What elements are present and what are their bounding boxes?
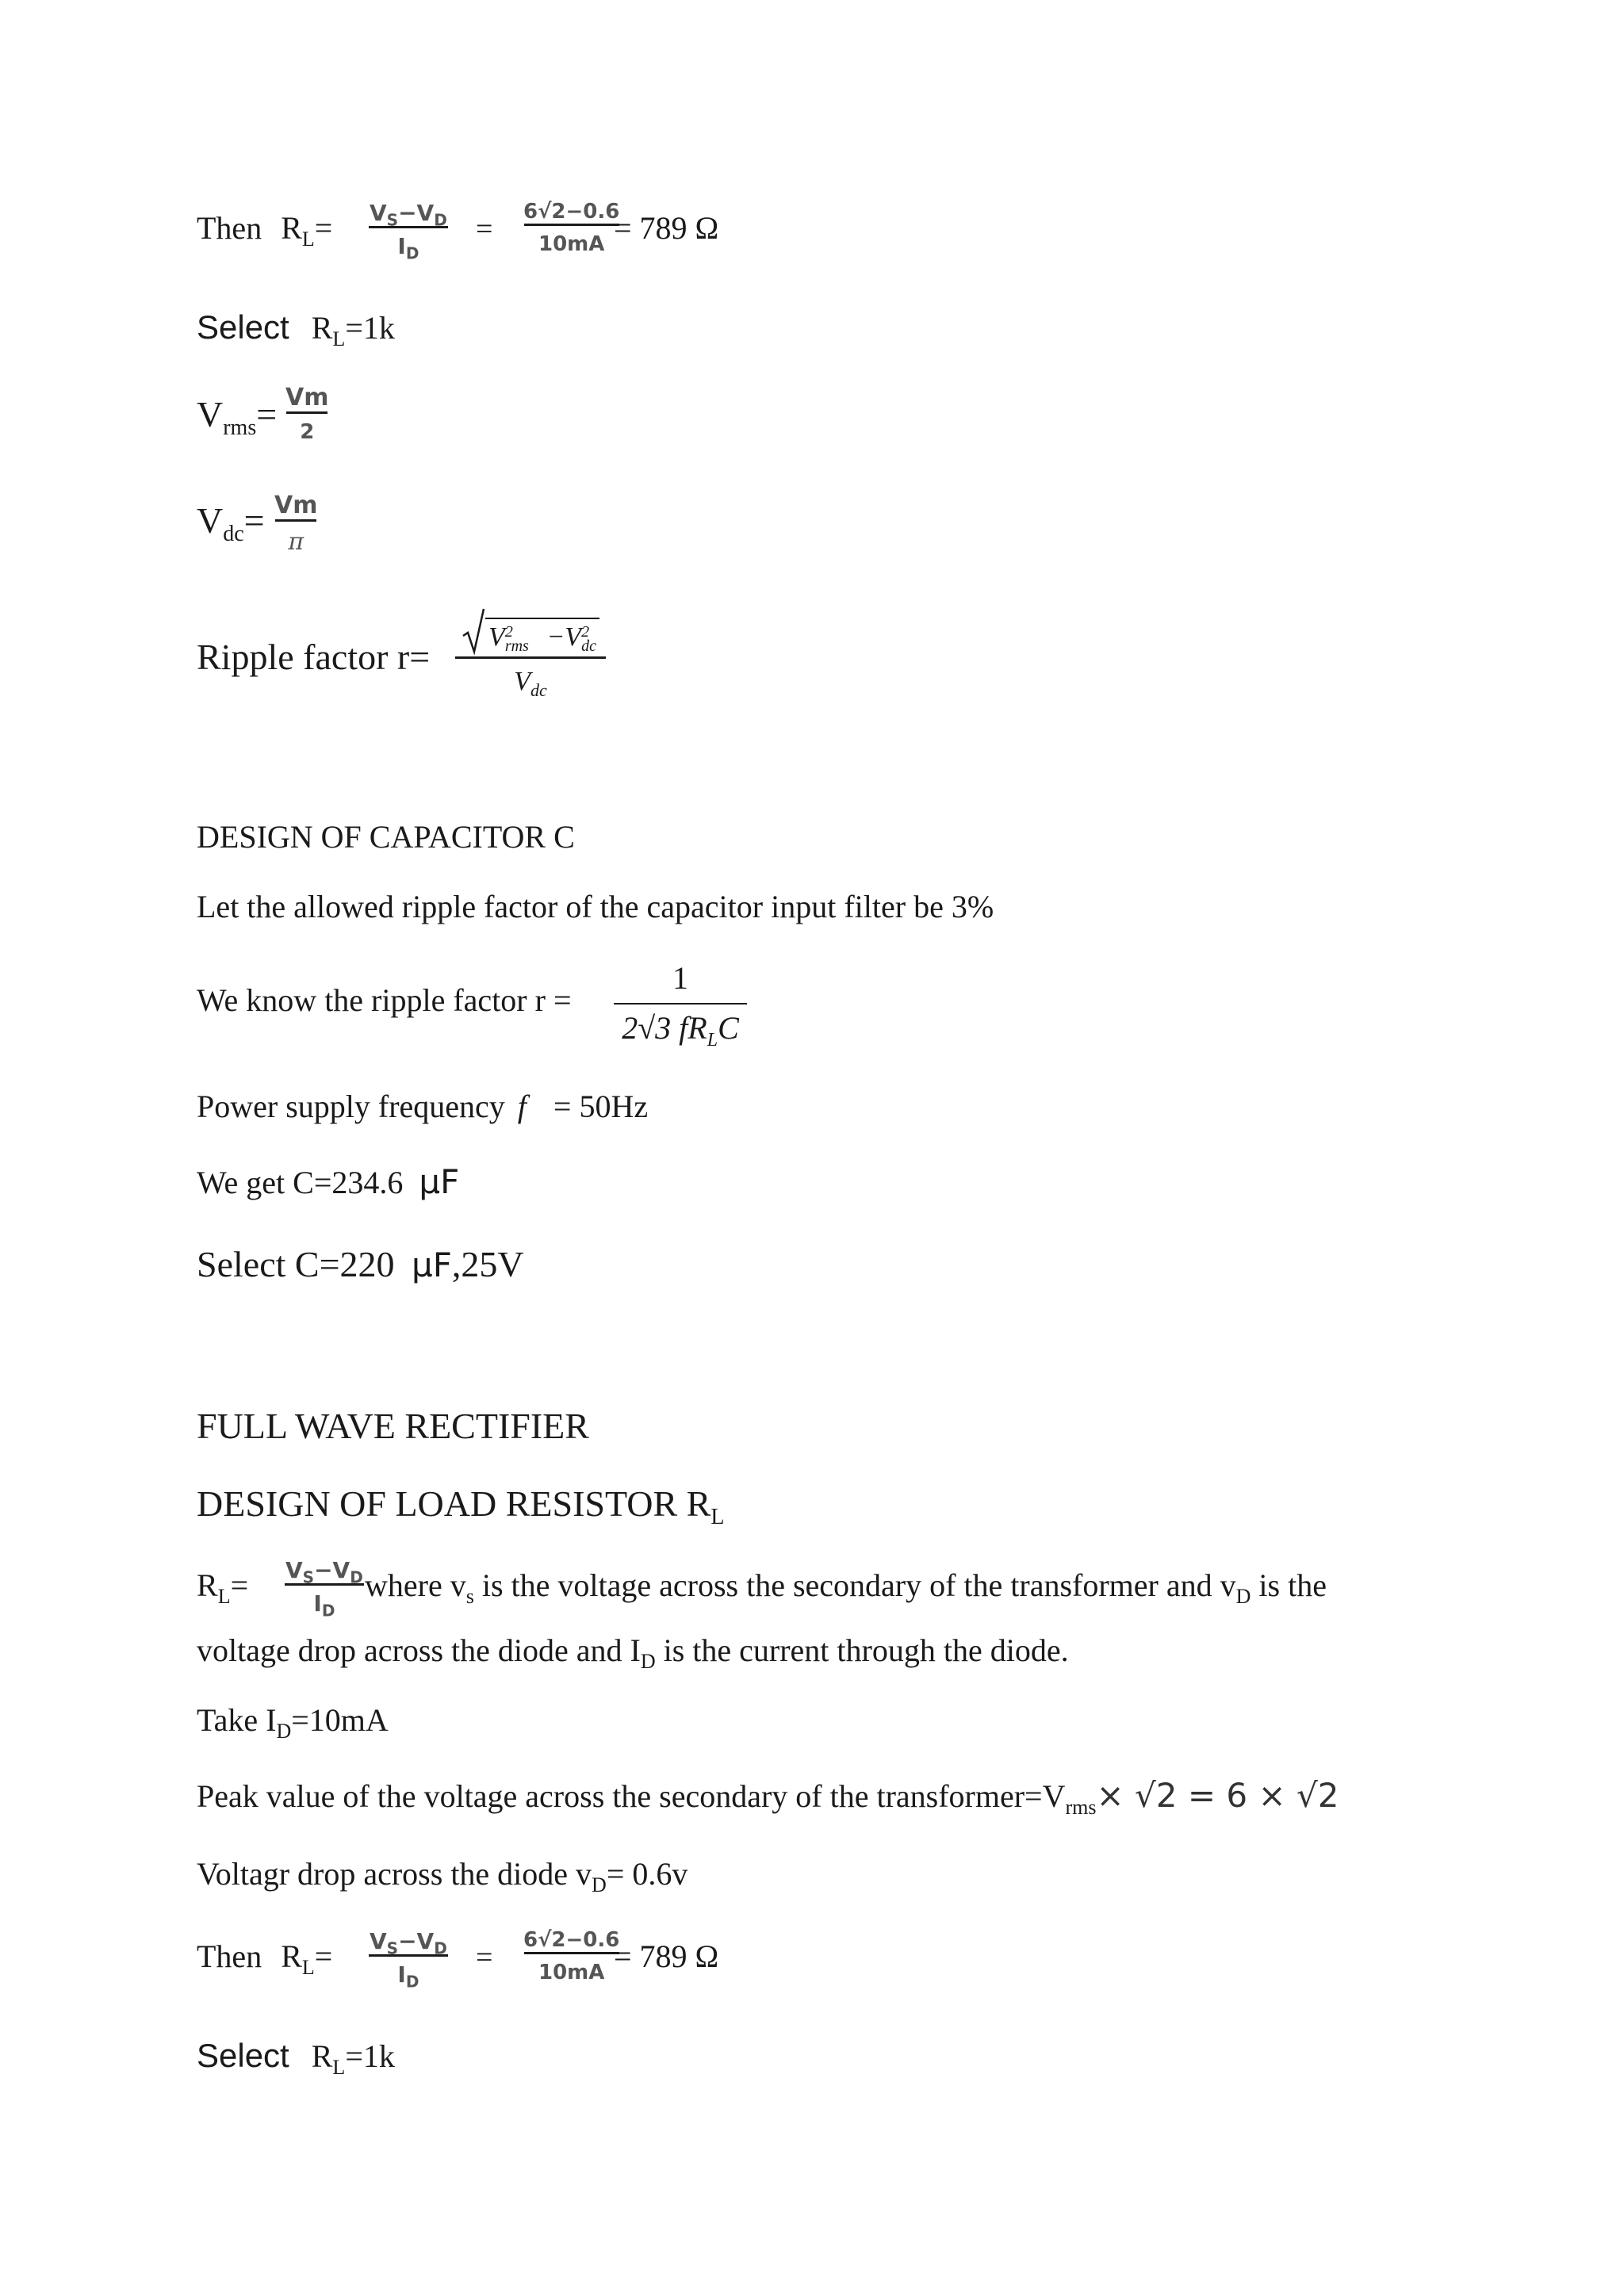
fw-fraction-numeric: 6√2−0.6 10mA <box>523 1928 620 1984</box>
fw-rl-label: $R_L=$ <box>197 1567 249 1608</box>
vrms-formula: $V_{rms}=$ <box>197 394 278 441</box>
hw-then-line <box>197 210 333 251</box>
capacitor-selection: Select C=220 μF,25V <box>197 1244 524 1284</box>
hw-fraction-numeric: 6√2−0.6 10mA <box>523 200 620 256</box>
vrms-fraction: Vm 2 <box>285 384 329 444</box>
ripple-formula-fraction: 1 2√3 $fR_LC$ <box>614 959 747 1047</box>
hw-select-line <box>197 308 395 350</box>
fw-peak-value: Peak value of the voltage across the secondary of the $transformer=V_{rms}\times √2 = 6 \times √2$ <box>197 1776 1339 1819</box>
select-value: $R_L=1k$ <box>311 310 395 350</box>
fw-where-text: where $v_s$ is the voltage across the secondary of the transformer and $v_D$ is the <box>365 1567 1327 1608</box>
ripple-formula-label: We know the ripple factor r = <box>197 982 572 1018</box>
ripple-factor-label: Ripple factor r= <box>197 637 431 677</box>
rl-symbol: $R_L=$ <box>281 210 333 251</box>
allowed-ripple-text: Let the allowed ripple factor of the capacitor input filter be 3% <box>197 889 994 924</box>
fw-select-line: Select $R_L=1k$ <box>197 2037 395 2079</box>
vdc-formula: $V_{dc}=$ <box>197 500 265 547</box>
select-word: Select <box>197 308 289 346</box>
fw-where-line-2: voltage drop across the diode and $I_D$ is the current through the diode. <box>197 1632 1069 1673</box>
ripple-factor-fraction: V 2 rms −V 2 dc $V_{dc}$ <box>455 607 606 697</box>
vdc-fraction: Vm π <box>274 492 318 556</box>
fw-fraction-vs-vd-over-id: $V_S-V_D$ $I_D$ <box>370 1928 447 1992</box>
sqrt-sign-icon <box>462 607 485 655</box>
fw-equals-2: = <box>476 1941 493 1974</box>
capacitance-result: We get C=234.6 μF <box>197 1162 460 1201</box>
hw-fraction-vs-vd-over-id: $V_S-V_D$ $I_D$ <box>370 200 447 263</box>
load-resistor-heading: DESIGN OF LOAD RESISTOR $R_L$ <box>197 1483 725 1530</box>
hw-equals-2: = <box>476 212 493 246</box>
fw-result: = 789 Ω <box>614 1938 719 1974</box>
then-label: Then <box>197 210 262 246</box>
fw-voltage-drop: Voltagr drop across the diode $v_D= 0.6v$ <box>197 1856 688 1896</box>
hw-result: = 789 Ω <box>614 210 719 246</box>
full-wave-title: FULL WAVE RECTIFIER <box>197 1406 589 1446</box>
fw-take-id: Take $I_D=10mA$ <box>197 1702 389 1743</box>
capacitor-heading: DESIGN OF CAPACITOR C <box>197 819 575 855</box>
fw-rl-fraction: $V_S-V_D$ $I_D$ <box>285 1557 363 1621</box>
frequency-line: Power supply frequency f = 50Hz <box>197 1089 649 1124</box>
fw-then-line: Then $R_L=$ <box>197 1938 333 1979</box>
